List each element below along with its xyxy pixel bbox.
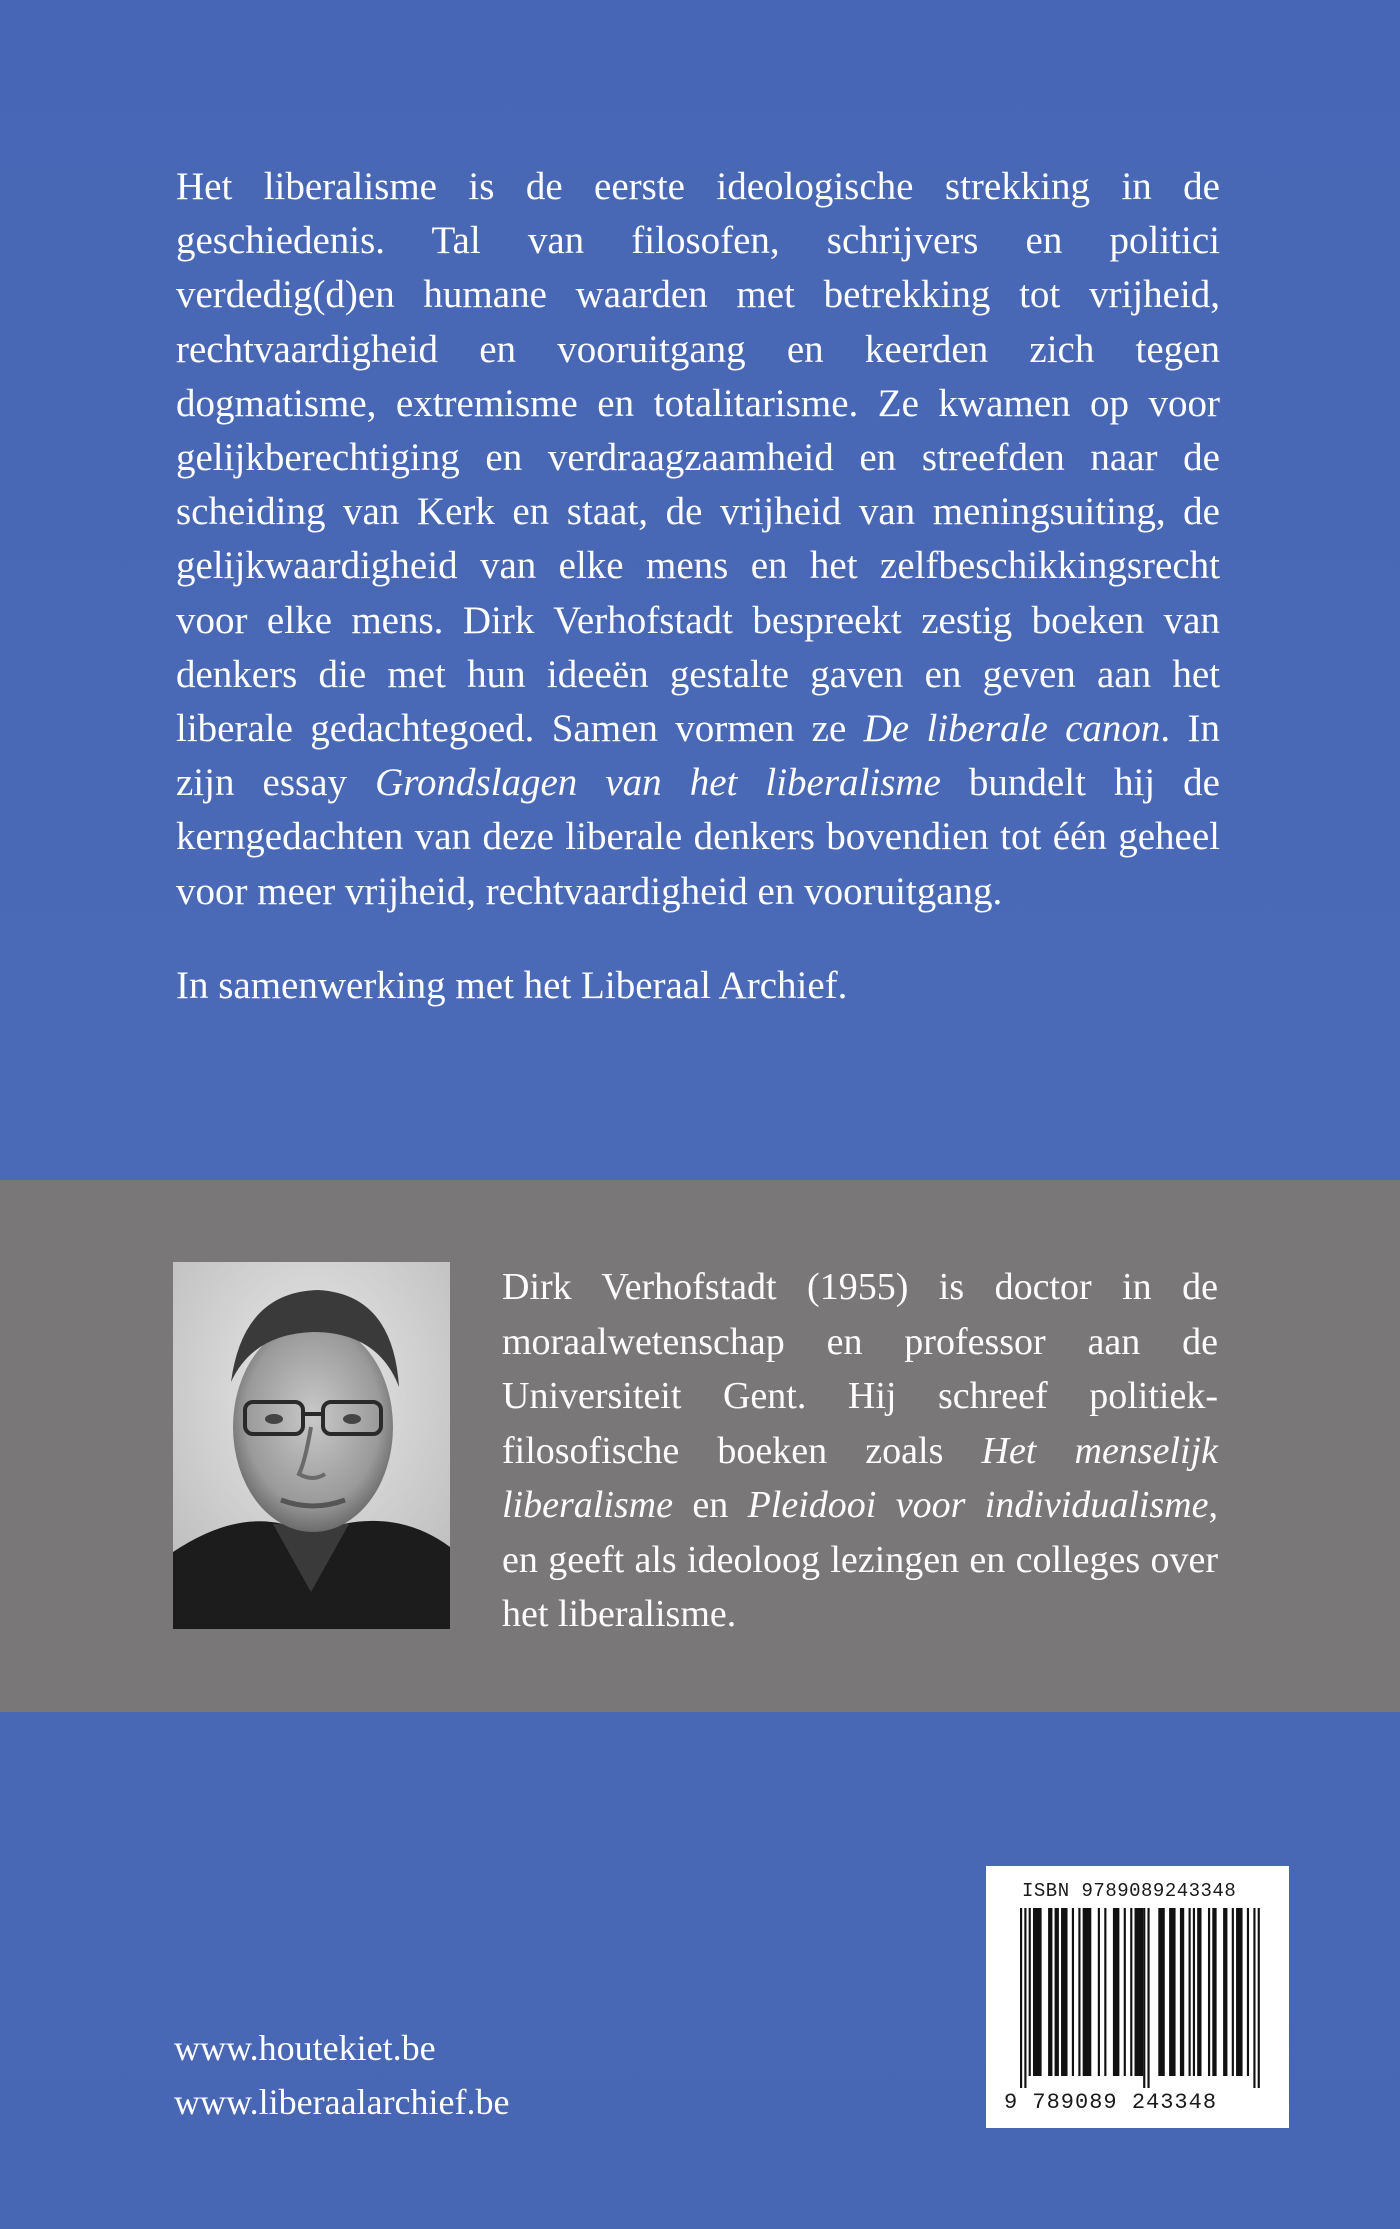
barcode-bar	[1236, 1908, 1242, 2076]
isbn-barcode-box	[986, 1866, 1289, 2128]
barcode-bar	[1158, 1908, 1164, 2076]
author-bio-part-3: , en geeft als ideoloog lezingen en colleges over het liberalisme.	[502, 1484, 1218, 1635]
barcode-digits: 9 789089 243348	[1004, 2090, 1218, 2115]
barcode-guard-bar	[1024, 1908, 1026, 2088]
barcode-guard-bar	[1020, 1908, 1022, 2088]
barcode-bar	[1212, 1908, 1216, 2076]
barcode-bar	[1104, 1908, 1106, 2076]
author-bio-part-1: Dirk Verhofstadt (1955) is doctor in de moraalwetenschap en professor aan de Universiteit Gent. Hij schreef politiek-filosofische boeken zoals	[502, 1266, 1218, 1472]
blurb-paragraph	[176, 160, 1220, 919]
barcode-bar	[1247, 1908, 1249, 2076]
author-book-title-2: Pleidooi voor individualisme	[747, 1484, 1209, 1526]
barcode-guard-bar	[1143, 1908, 1145, 2088]
barcode-bars	[1020, 1908, 1262, 2088]
barcode-bar	[1135, 1908, 1144, 2076]
barcode-bar	[1029, 1908, 1031, 2076]
website-links	[174, 2021, 509, 2129]
barcode-bar	[1083, 1908, 1092, 2076]
barcode-guard-bar	[1147, 1908, 1149, 2088]
barcode-bar	[1033, 1908, 1042, 2076]
author-photo	[173, 1262, 450, 1629]
barcode-bar	[1223, 1908, 1227, 2076]
barcode-bar	[1048, 1908, 1052, 2076]
barcode-guard-bar	[1258, 1908, 1260, 2088]
barcode-bar	[1197, 1908, 1201, 2076]
author-bio-part-2: en	[672, 1484, 748, 1526]
barcode-bar	[1113, 1908, 1119, 2076]
barcode-bar	[1180, 1908, 1184, 2076]
barcode-bar	[1189, 1908, 1191, 2076]
barcode-bar	[1098, 1908, 1100, 2076]
barcode-bar	[1208, 1908, 1210, 2076]
blurb-text	[176, 160, 1220, 1013]
barcode-bar	[1169, 1908, 1175, 2076]
barcode-guard-bar	[1253, 1908, 1255, 2088]
blurb-part-3: bundelt hij de kerngedachten van deze liberale denkers bovendien tot één geheel voor meer vrijheid, rechtvaardigheid en vooruitgang.	[176, 761, 1220, 913]
barcode-graphic	[1020, 1908, 1262, 2088]
barcode-bar	[1193, 1908, 1195, 2076]
essay-title: Grondslagen van het liberalisme	[375, 761, 941, 805]
barcode-bar	[1061, 1908, 1067, 2076]
barcode-bar	[1072, 1908, 1074, 2076]
isbn-label: ISBN 9789089243348	[1022, 1880, 1237, 1902]
barcode-bar	[1055, 1908, 1059, 2076]
blurb-part-2: . In zijn essay	[176, 707, 1220, 805]
publisher-link: www.houtekiet.be	[174, 2028, 436, 2068]
author-bio	[502, 1260, 1218, 1642]
author-bio-paragraph	[502, 1260, 1218, 1642]
barcode-bar	[1078, 1908, 1080, 2076]
barcode-bar	[1130, 1908, 1132, 2076]
barcode-bar	[1232, 1908, 1234, 2076]
author-band	[0, 1180, 1400, 1712]
blurb-part-1: Het liberalisme is de eerste ideologische strekking in de geschiedenis. Tal van filosofen, schrijvers en politici verdedig(d)en humane waarden met betrekking tot vrijheid, rechtvaardigheid en vooruitgang en keerden zich tegen dogmatisme, extremisme en totalitarisme. Ze kwamen op voor gelijkberechtiging en verdraagzaamheid en streefden naar de scheiding van Kerk en staat, de vrijheid van meningsuiting, de gelijkwaardigheid van elke mens en het zelfbeschikkingsrecht voor elke mens. Dirk Verhofstadt bespreekt zestig boeken van denkers die met hun ideeën gestalte gaven en geven aan het liberale gedachtegoed. Samen vormen ze	[176, 165, 1220, 751]
cooperation-note: In samenwerking met het Liberaal Archief.	[176, 963, 848, 1007]
author-portrait-illustration	[173, 1262, 450, 1629]
archive-link: www.liberaalarchief.be	[174, 2082, 510, 2122]
book-title-canon: De liberale canon	[863, 707, 1161, 751]
author-book-title-1: Het menselijk liberalisme	[502, 1429, 1218, 1526]
barcode-bar	[1124, 1908, 1126, 2076]
